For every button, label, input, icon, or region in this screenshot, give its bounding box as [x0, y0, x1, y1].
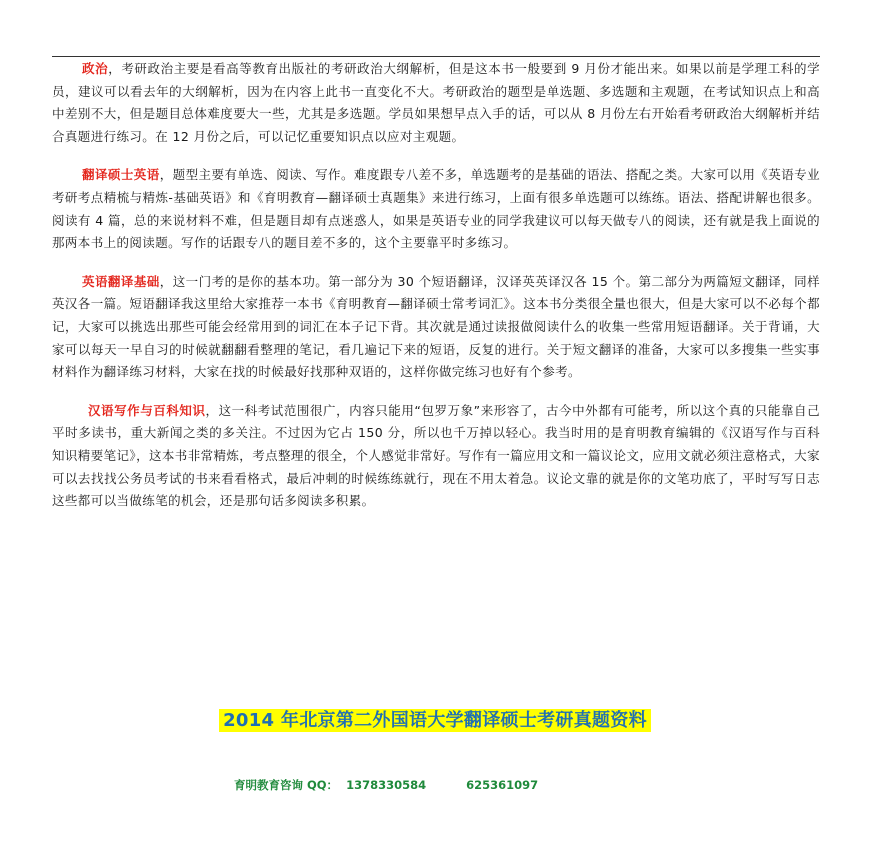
- text-politics: ，考研政治主要是看高等教育出版社的考研政治大纲解析，但是这本书一般要到 9 月份才能出来。如果以前是学理工科的学员，建议可以看去年的大纲解析，因为在内容上此书一直变化不大。考研政治的题型是单选题、多选题和主观题，在考试知识点上和高中差别不大，但是题目总体难度要大一些，尤其是多选题。学员如果想早点入手的话，可以从 8 月份左右开始看考研政治大纲解析并结合真题进行练习。在 12 月份之后，可以记忆重要知识点以应对主观题。: [52, 61, 820, 144]
- paragraph-chinese-writing: [52, 400, 820, 513]
- heading-chinese-writing: 汉语写作与百科知识: [88, 402, 206, 418]
- contact-qq1: 1378330584: [346, 778, 427, 792]
- promo-banner: [0, 706, 870, 732]
- text-translation-basics: ，这一门考的是你的基本功。第一部分为 30 个短语翻译，汉译英英译汉各 15 个。第二部分为两篇短文翻译，同样英汉各一篇。短语翻译我这里给大家推荐一本书《育明教育—翻译硕士常考词汇》。这本书分类很全量也很大，但是大家可以不必每个都记，大家可以挑选出那些可能会经常用到的词汇在本子记下背。其次就是通过读报做阅读什么的收集一些常用短语翻译。关于背诵，大家可以每天一早自习的时候就翻翻看整理的笔记，看几遍记下来的短语，反复的进行。关于短文翻译的准备，大家可以多搜集一些实事材料作为翻译练习材料，大家在找的时候最好找那种双语的，这样你做完练习也好有个参考。: [52, 273, 820, 380]
- contact-line: [234, 777, 538, 793]
- contact-qq2: 625361097: [466, 778, 539, 792]
- paragraph-politics: [52, 58, 820, 148]
- heading-politics: 政治: [82, 61, 109, 76]
- paragraph-translation-basics: [52, 271, 820, 384]
- text-mti-english: ，题型主要有单选、阅读、写作。难度跟专八差不多，单选题考的是基础的语法、搭配之类。大家可以用《英语专业考研考点精梳与精炼-基础英语》和《育明教育—翻译硕士真题集》来进行练习，上面有很多单选题可以练练。语法、搭配讲解也很多。阅读有 4 篇，总的来说材料不难，但是题目却有点迷惑人，如果是英语专业的同学我建议可以每天做专八的阅读，还有就是我上面说的那两本书上的阅读题。写作的话跟专八的题目差不多的，这个主要靠平时多练习。: [52, 167, 821, 251]
- article-body: [52, 58, 820, 529]
- contact-label: 育明教育咨询 QQ：: [234, 778, 339, 792]
- paragraph-mti-english: [52, 164, 820, 254]
- text-chinese-writing: ，这一科考试范围很广，内容只能用“包罗万象”来形容了，古今中外都有可能考，所以这个真的只能靠自己平时多读书，重大新闻之类的多关注。不过因为它占 150 分，所以也千万掉以轻心。我当时用的是育明教育编辑的《汉语写作与百科知识精要笔记》，这本书非常精炼，考点整理的很全，个人感觉非常好。写作有一篇应用文和一篇议论文，应用文就必须注意格式，大家可以去找找公务员考试的书来看看格式，最后冲刺的时候练练就行，现在不用太着急。议论文靠的就是你的文笔功底了，平时写写日志这些都可以当做练笔的机会，还是那句话多阅读多积累。: [52, 402, 820, 509]
- heading-translation-basics: 英语翻译基础: [82, 273, 160, 289]
- header-rule: [52, 56, 820, 57]
- heading-mti-english: 翻译硕士英语: [82, 167, 160, 183]
- banner-title: 2014 年北京第二外国语大学翻译硕士考研真题资料: [219, 709, 651, 732]
